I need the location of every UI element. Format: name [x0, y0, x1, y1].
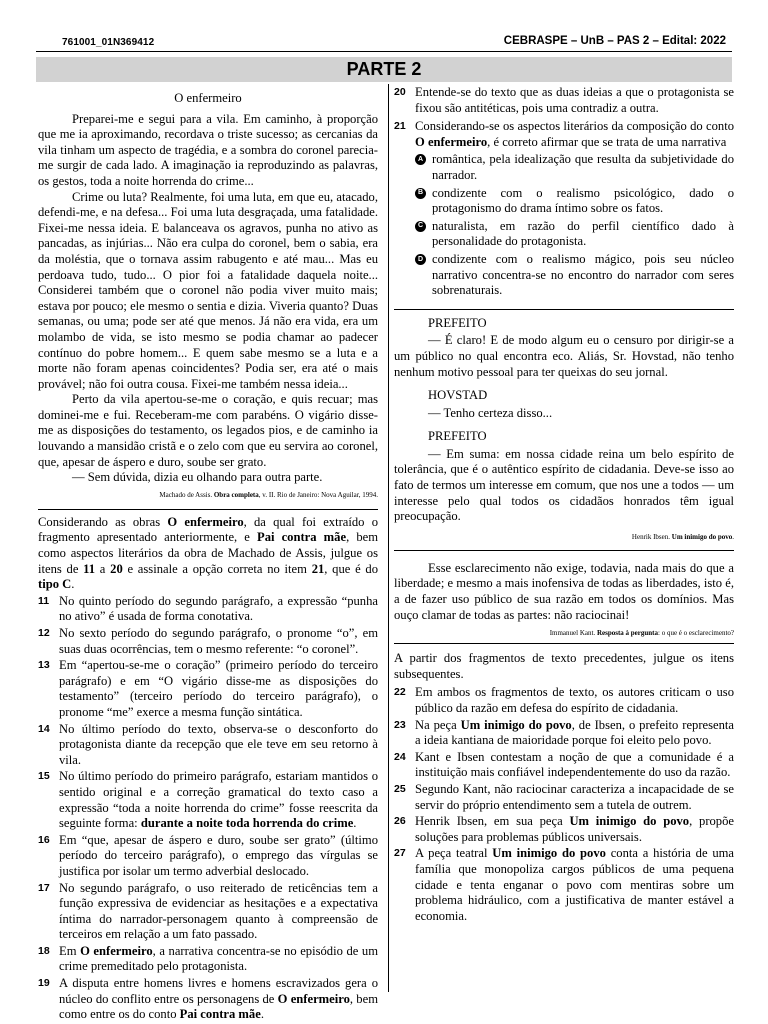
- question-text: A disputa entre homens livres e homens escravizados gera o núcleo do conflito entre os personagens de O enfermeiro, bem como entre os do conto Pai contra mãe.: [59, 976, 378, 1022]
- speech-line: — Em suma: em nossa cidade reina um belo espírito de tolerância, que é o autêntico espírito de cidadania. Deve-se isso ao fato de termos um interesse em comum, que nos une a todos — um interesse pelo qual todos os cidadãos honrados têm igual preocupação.: [394, 446, 734, 524]
- left-column: [38, 88, 378, 1024]
- question-number: 11: [38, 594, 50, 607]
- section-rule: [394, 309, 734, 310]
- speech-line: — Tenho certeza disso...: [428, 405, 553, 420]
- question-number: 15: [38, 770, 50, 783]
- option-letter-badge: B: [415, 188, 426, 199]
- question-number: 26: [394, 815, 406, 828]
- header-rule: [36, 51, 732, 52]
- question-number: 20: [394, 86, 406, 98]
- question-number: 12: [38, 627, 50, 639]
- speech-line: — É claro! E de modo algum eu o censuro por dirigir-se a um público no qual encontra eco. Aliás, Sr. Hovstad, não tenho nenhum motivo pessoal para ter queixas do seu jornal.: [394, 333, 734, 379]
- question-item: [38, 769, 378, 831]
- speaker-name: PREFEITO: [428, 315, 487, 330]
- exam-header: CEBRASPE – UnB – PAS 2 – Edital: 2022: [503, 35, 726, 47]
- play-credit: Henrik Ibsen. Um inimigo do povo.: [631, 532, 734, 541]
- question-item: [394, 718, 734, 749]
- question-number: 18: [38, 944, 50, 957]
- option-text: romântica, pela idealização que resulta da subjetividade do narrador.: [432, 152, 734, 182]
- question-text: Em “que, apesar de áspero e duro, soube ser grato” (último período do terceiro parágrafo), o emprego das vírgulas se justifica por isolar um termo adverbial deslocado.: [59, 832, 378, 878]
- question-text: No quinto período do segundo parágrafo, a expressão “punha no ativo” é usada de forma conotativa.: [59, 593, 378, 624]
- column-divider: [388, 84, 389, 992]
- question-text: A peça teatral Um inimigo do povo conta a história de uma família que monopoliza cargos públicos de uma pequena cidade e tenta enganar o povo com mentiras sobre um problema hidráulico, com a justificativa de manter estável a economia.: [415, 846, 735, 923]
- document-code: 761001_01N369412: [62, 37, 155, 48]
- question-number: 17: [38, 881, 50, 894]
- question-item: [38, 658, 378, 720]
- question-number: 27: [394, 847, 406, 860]
- option-text: condizente com o realismo mágico, pois seu núcleo narrativo concentra-se no encontro do narrador com seres sobrenaturais.: [432, 251, 734, 298]
- question-text: No último período do texto, observa-se o desconforto do protagonista diante da recepção que ele teve em seu retorno à vila.: [59, 721, 378, 767]
- section-title: PARTE 2: [36, 57, 732, 82]
- story-paragraph-2: Crime ou luta? Realmente, foi uma luta, em que eu, atacado, defendi-me, e na defesa... Foi uma luta desgraçada, uma fatalidade. Fixei-me nessa ideia. E balanceava os agravos, punha no ativo as pancadas, as injúrias... Não era culpa do coronel, bem o sabia, era da moléstia, que o tornava assim rabugento e até mau... Mas eu perdoava tudo, tudo... O pior foi a fatalidade daquela noite... Considerei também que o coronel não podia viver muito mais; estava por pouco; ele mesmo o sentia e dizia. Viveria quanto? Duas semanas, ou uma; pode ser até que menos. Já não era vida, era um molambo de vida, se isto mesmo se podia chamar ao padecer contínuo do pobre homem... E quem sabe mesmo se a luta e a morte não foram apenas coincidentes? Podia ser, era até o mais provável; não foi outra cousa. Fixei-me também nessa ideia...: [38, 189, 378, 391]
- question-item: [394, 119, 734, 150]
- instructions-left: Considerando as obras O enfermeiro, da qual foi extraído o fragmento apresentado anteriormente, e Pai contra mãe, bem como aspectos literários da obra de Machado de Assis, julgue os itens de 11 a 20 e assinale a opção correta no item 21, que é do tipo C.: [38, 514, 379, 592]
- question-text: Henrik Ibsen, em sua peça Um inimigo do povo, propõe soluções para problemas públicos universais.: [415, 814, 734, 844]
- option-letter-badge: D: [415, 254, 426, 265]
- question-item: [38, 881, 378, 943]
- kant-excerpt: Esse esclarecimento não exige, todavia, nada mais do que a liberdade; e mesmo a mais inofensiva de todas as liberdades, isto é, a de fazer uso público de sua razão em todos os domínios. Mas ouço clamar de todas as partes: não raciocinai!: [394, 560, 734, 622]
- question-number: 14: [38, 722, 50, 735]
- question-number: 16: [38, 833, 50, 846]
- question-item: [394, 846, 734, 924]
- question-text: Kant e Ibsen contestam a noção de que a comunidade é a instituição mais confiável independentemente do uso da razão.: [415, 749, 734, 780]
- question-item: [394, 750, 734, 781]
- question-text: Considerando-se os aspectos literários da composição do conto O enfermeiro, é correto afirmar que se trata de uma narrativa: [415, 119, 734, 149]
- section-rule: [394, 550, 734, 551]
- story-credit: Machado de Assis. Obra completa, v. II. Rio de Janeiro: Nova Aguilar, 1994.: [159, 490, 378, 499]
- question-item: [38, 833, 378, 880]
- question-text: No segundo parágrafo, o uso reiterado de reticências tem a função expressiva de evidenciar as hesitações e a expectativa íntima do narrador-personagem quanto à compreensão de terceiros em relação a um fato passado.: [59, 880, 378, 942]
- instructions-right: A partir dos fragmentos de texto precedentes, julgue os itens subsequentes.: [394, 651, 734, 681]
- question-item: [38, 722, 378, 769]
- speaker-name: PREFEITO: [428, 429, 487, 444]
- question-text: Em ambos os fragmentos de texto, os autores criticam o uso público da razão em defesa do espírito de cidadania.: [415, 685, 734, 715]
- question-text: Segundo Kant, não raciocinar caracteriza a incapacidade de se servir do próprio entendimento sem a tutela de outrem.: [415, 781, 734, 812]
- question-item: [38, 594, 378, 625]
- question-item: [394, 782, 734, 813]
- story-paragraph-4: — Sem dúvida, dizia eu olhando para outra parte.: [72, 470, 323, 485]
- question-item: [394, 685, 734, 716]
- question-item: [38, 944, 378, 975]
- speaker-name: HOVSTAD: [428, 388, 488, 403]
- story-title: O enfermeiro: [174, 91, 242, 105]
- question-text: Em O enfermeiro, a narrativa concentra-se no episódio de um crime premeditado pelo protagonista.: [59, 943, 378, 974]
- question-text: Na peça Um inimigo do povo, de Ibsen, o prefeito representa a ideia kantiana de maioridade porque foi eleito pelo povo.: [415, 717, 734, 748]
- option-text: naturalista, em razão do perfil científico dado à personalidade do protagonista.: [432, 218, 734, 249]
- option-letter-badge: A: [415, 154, 426, 165]
- question-text: Em “apertou-se-me o coração” (primeiro período do terceiro parágrafo) e em “O vigário disse-me as disposições do testamento” (terceiro período do terceiro parágrafo), o pronome “me” exerce a mesma função sintática.: [59, 658, 378, 719]
- answer-option-a: [415, 152, 734, 183]
- question-number: 22: [394, 686, 406, 699]
- story-paragraph-3: Perto da vila apertou-se-me o coração, e quis recuar; mas dominei-me e fui. Receberam-me com parabéns. O vigário disse-me as disposições do testamento, os legados pios, e de caminho ia louvando a mansidão cristã e o zelo com que eu servira ao coronel, que, apesar de áspero e duro, soube ser grato.: [38, 392, 378, 469]
- question-item: [394, 85, 734, 116]
- story-credit-block: [38, 491, 378, 510]
- question-number: 24: [394, 750, 406, 763]
- question-text: No sexto período do segundo parágrafo, o pronome “o”, em suas duas ocorrências, tem o mesmo referente: “o coronel”.: [59, 626, 378, 656]
- right-column: [394, 85, 735, 925]
- question-text: Entende-se do texto que as duas ideias a que o protagonista se fixou são antitéticas, pois uma contradiz a outra.: [415, 85, 734, 115]
- question-number: 19: [38, 977, 50, 990]
- question-item: [38, 976, 378, 1023]
- question-item: [38, 626, 378, 657]
- question-number: 13: [38, 659, 50, 672]
- question-text: No último período do primeiro parágrafo, estariam mantidos o sentido original e a correção gramatical do texto caso a expressão “toda a noite horrenda do crime” fosse reescrita da seguinte forma: durante a noite toda horrenda do crime.: [59, 769, 378, 831]
- answer-option-b: [415, 186, 734, 217]
- section-rule: [394, 643, 734, 644]
- question-number: 21: [394, 120, 406, 133]
- question-number: 23: [394, 718, 406, 731]
- option-text: condizente com o realismo psicológico, dado o protagonismo do drama íntimo sobre os fatos.: [432, 185, 734, 216]
- kant-credit: Immanuel Kant. Resposta à pergunta: o que é o esclarecimento?: [549, 629, 734, 638]
- answer-option-c: [415, 219, 734, 250]
- option-letter-badge: C: [415, 221, 426, 232]
- question-item: [394, 814, 734, 845]
- story-paragraph-1: Preparei-me e segui para a vila. Em caminho, à proporção que me ia aproximando, recordava o triste sucesso; as cercanias da vila tinham um aspecto de tragédia, e a sombra do coronel parecia-me surgir de cada lado. A imaginação ia reproduzindo as palavras, os gestos, toda a noite horrenda do crime...: [38, 111, 378, 188]
- question-number: 25: [394, 782, 406, 795]
- answer-option-d: [415, 252, 734, 299]
